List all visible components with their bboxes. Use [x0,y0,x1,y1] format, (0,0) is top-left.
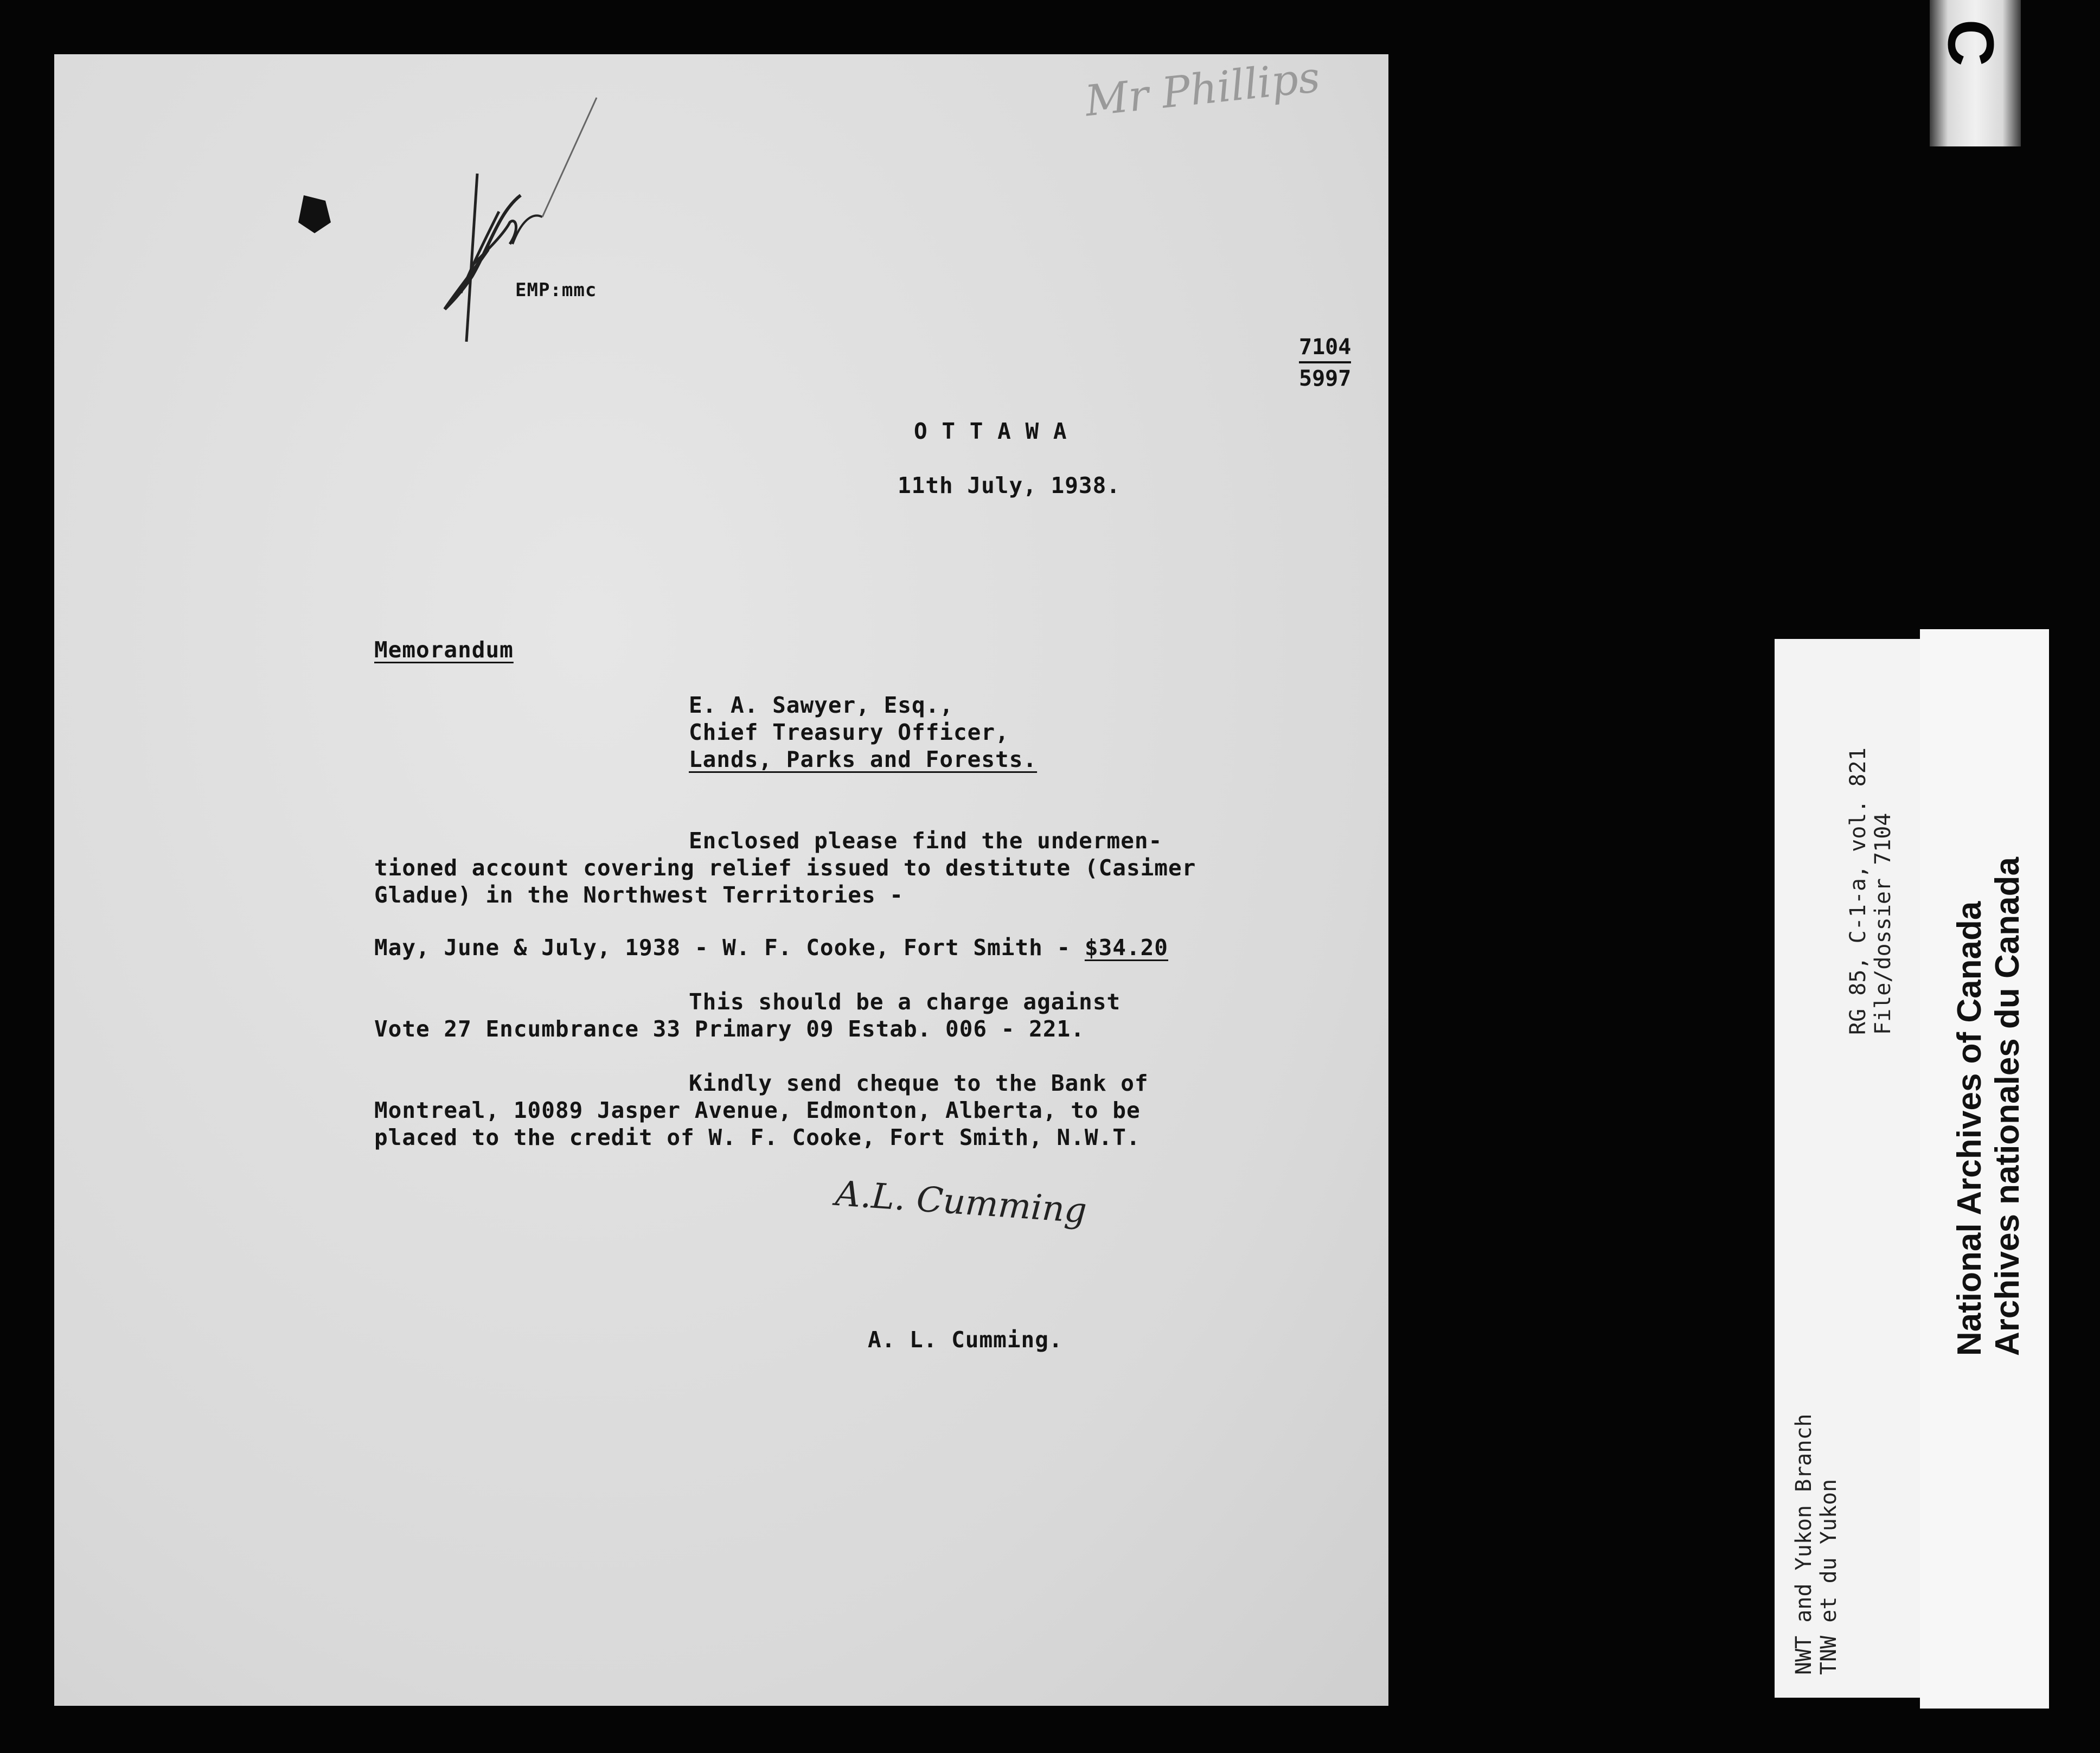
memo-page [54,54,1388,1706]
paragraph-1-line-3: Gladue) in the Northwest Territories - [374,882,904,908]
paragraph-2-line-2: Vote 27 Encumbrance 33 Primary 09 Estab. 006 - 221. [374,1016,1085,1042]
label-record-group: RG 85, C-1-a, vol. 821 [1846,747,1871,1035]
paragraph-3-line-2: Montreal, 10089 Jasper Avenue, Edmonton, Alberta, to be [374,1097,1141,1123]
file-number-top: 7104 [1299,336,1351,363]
archive-tab [1930,0,2021,146]
signatory-name: A. L. Cumming. [868,1327,1063,1353]
label-branch-fr: TNW et du Yukon [1816,1479,1841,1675]
city-heading: O T T A W A [914,418,1067,444]
handwritten-initials [217,87,607,369]
paragraph-3-line-1: Kindly send cheque to the Bank of [689,1070,1149,1096]
paragraph-1-line-2: tioned account covering relief issued to destitute (Casimer [374,855,1196,881]
institution-name-fr: Archives nationales du Canada [1989,857,2026,1356]
paragraph-3-line-3: placed to the credit of W. F. Cooke, Fort Smith, N.W.T. [374,1124,1141,1150]
handwritten-signature: A.L. Cumming [834,1173,1088,1232]
file-number-bottom: 5997 [1299,366,1352,391]
label-branch-en: NWT and Yukon Branch [1791,1413,1816,1675]
account-amount: $34.20 [1084,935,1168,961]
paragraph-2-line-1: This should be a charge against [689,989,1121,1015]
memo-heading: Memorandum [374,637,514,663]
institution-name-en: National Archives of Canada [1951,901,1988,1356]
file-numbers [1299,336,1351,389]
account-description: May, June & July, 1938 - W. F. Cooke, Fort Smith - [374,935,1085,961]
archive-institution-card [1920,629,2049,1709]
memo-date: 11th July, 1938. [898,472,1121,498]
tab-mark: C [1934,19,2007,67]
account-line [374,937,1168,959]
addressee-line-3: Lands, Parks and Forests. [689,746,1038,772]
label-file-dossier: File/dossier 7104 [1871,812,1896,1035]
archive-reference-card [1775,639,1921,1698]
paragraph-1-line-1: Enclosed please find the undermen- [689,828,1163,854]
reference-initials: EMP:mmc [515,279,597,301]
addressee-line-2: Chief Treasury Officer, [689,719,1009,745]
margin-note: Mr Phillips [1083,53,1322,126]
addressee-line-1: E. A. Sawyer, Esq., [689,692,953,718]
